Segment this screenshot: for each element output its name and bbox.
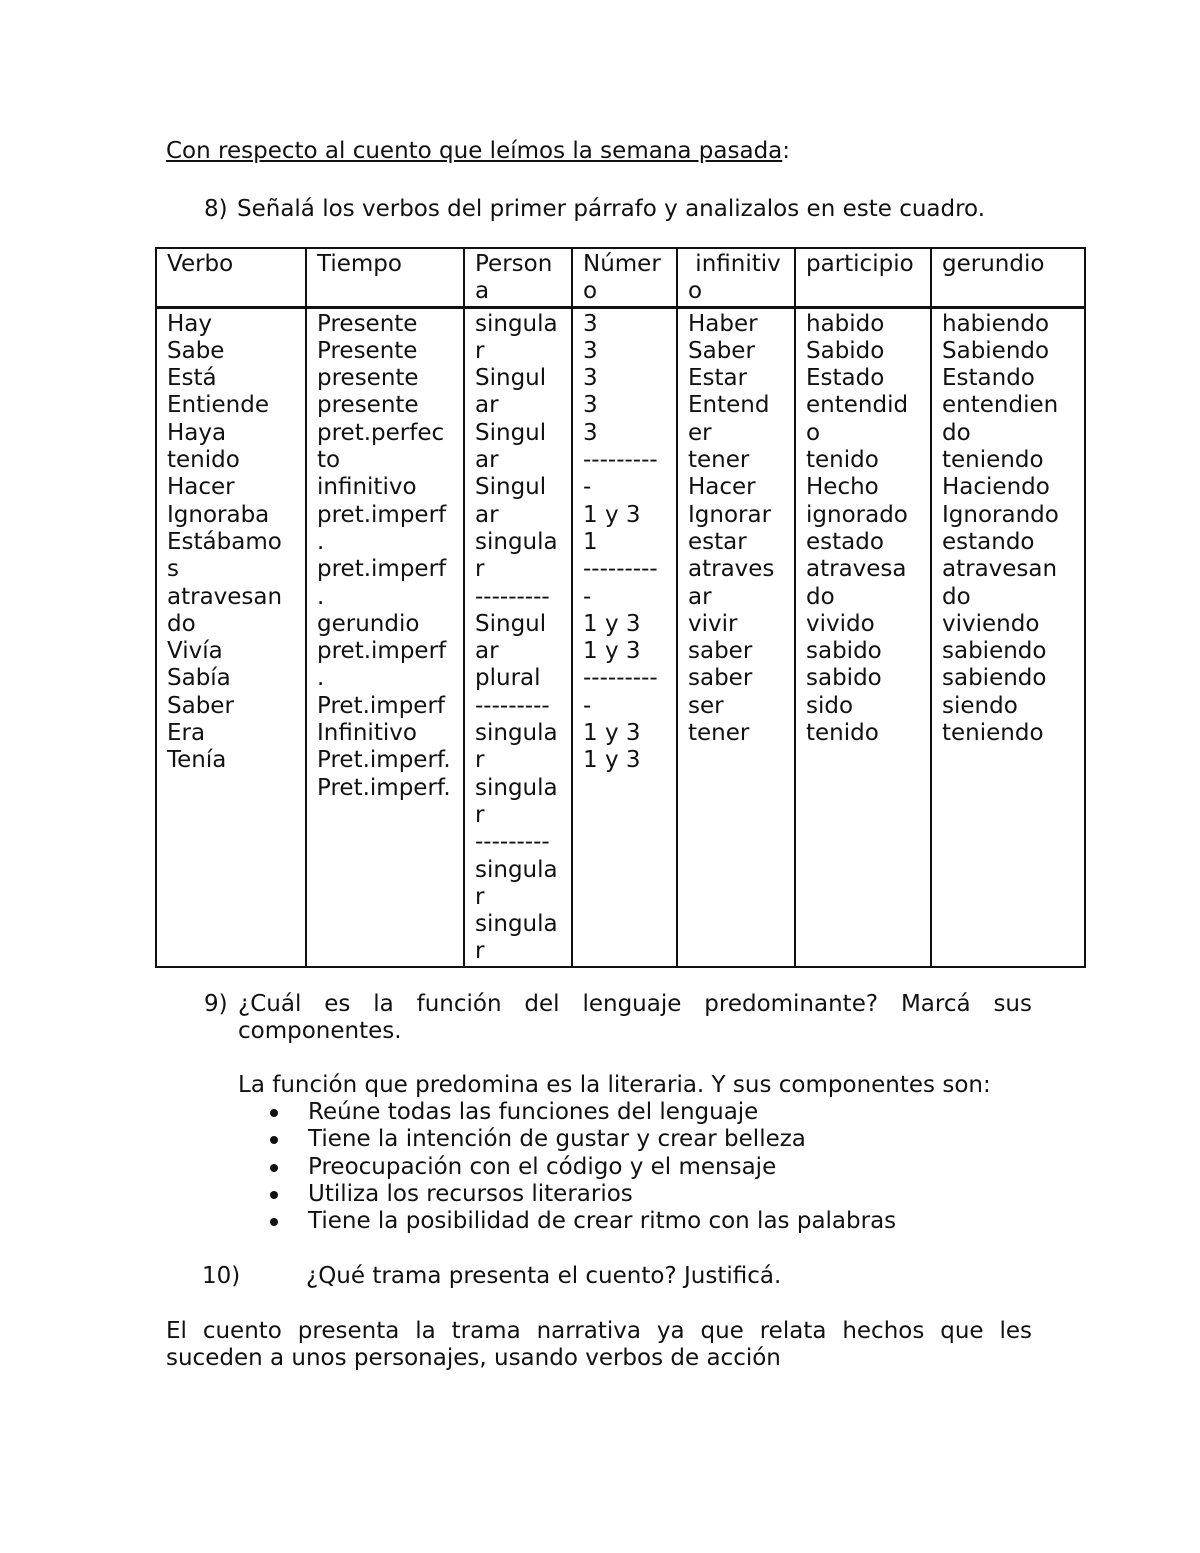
question-8-text: Señalá los verbos del primer párrafo y analizalos en este cuadro. [237, 196, 986, 222]
components-list [270, 1099, 896, 1235]
list-item-text: Preocupación con el código y el mensaje [308, 1153, 777, 1180]
header-verbo: Verbo [156, 248, 306, 307]
bullet-icon [270, 1191, 278, 1199]
header-numero: Númer o [572, 248, 677, 307]
table-header-row [156, 248, 1085, 307]
header-tiempo: Tiempo [306, 248, 464, 307]
header-gerundio: gerundio [931, 248, 1085, 307]
bullet-icon [270, 1164, 278, 1172]
cell-personas: singula r Singul ar Singul ar Singul ar singula r --------- Singul ar plural --------- singula r singula r --------- singula r singula r [464, 307, 572, 967]
question-9 [204, 991, 1032, 1045]
list-item-text: Tiene la intención de gustar y crear belleza [308, 1126, 806, 1153]
question-10-answer: El cuento presenta la trama narrativa ya que relata hechos que les suceden a unos personajes, usando verbos de acción [166, 1318, 1032, 1371]
list-item-text: Utiliza los recursos literarios [308, 1180, 633, 1207]
header-infinitivo: infinitiv o [677, 248, 795, 307]
table-row [156, 307, 1085, 967]
heading-colon: : [782, 138, 791, 164]
list-item [270, 1154, 896, 1181]
cell-verbos: Hay Sabe Está Entiende Haya tenido Hacer Ignoraba Estábamo s atravesan do Vivía Sabía Saber Era Tenía [156, 307, 306, 967]
question-9-number: 9) [204, 991, 228, 1017]
list-item [270, 1099, 896, 1126]
cell-infinitivos: Haber Saber Estar Entend er tener Hacer Ignorar estar atraves ar vivir saber saber ser tener [677, 307, 795, 967]
question-8-number: 8) [204, 196, 228, 222]
cell-participios: habido Sabido Estado entendid o tenido Hecho ignorado estado atravesa do vivido sabido sabido sido tenido [795, 307, 931, 967]
cell-gerundios: habiendo Sabiendo Estando entendien do teniendo Haciendo Ignorando estando atravesan do viviendo sabiendo sabiendo siendo teniendo [931, 307, 1085, 967]
question-10-text: ¿Qué trama presenta el cuento? Justificá. [306, 1263, 782, 1289]
verb-analysis-table [155, 247, 1086, 968]
bullet-icon [270, 1136, 278, 1144]
list-item [270, 1208, 896, 1235]
bullet-icon [270, 1218, 278, 1226]
header-persona: Person a [464, 248, 572, 307]
question-10-number: 10) [202, 1263, 241, 1289]
heading-text: Con respecto al cuento que leímos la semana pasada [166, 138, 783, 164]
question-10 [202, 1263, 1032, 1290]
list-item-text: Tiene la posibilidad de crear ritmo con las palabras [308, 1208, 897, 1235]
bullet-icon [270, 1109, 278, 1117]
list-item-text: Reúne todas las funciones del lenguaje [308, 1099, 759, 1125]
header-participio: participio [795, 248, 931, 307]
question-9-answer-intro: La función que predomina es la literaria. Y sus componentes son: [238, 1072, 991, 1098]
list-item [270, 1181, 896, 1208]
cell-numeros: 3 3 3 3 3 --------- - 1 y 3 1 --------- - 1 y 3 1 y 3 --------- - 1 y 3 1 y 3 [572, 307, 677, 967]
cell-tiempos: Presente Presente presente presente pret.perfec to infinitivo pret.imperf . pret.imperf . gerundio pret.imperf . Pret.imperf Infinitivo Pret.imperf. Pret.imperf. [306, 307, 464, 967]
question-9-text: ¿Cuál es la función del lenguaje predominante? Marcá sus componentes. [238, 991, 1032, 1044]
page-heading [166, 138, 790, 164]
question-8 [204, 196, 1034, 223]
list-item [270, 1126, 896, 1153]
